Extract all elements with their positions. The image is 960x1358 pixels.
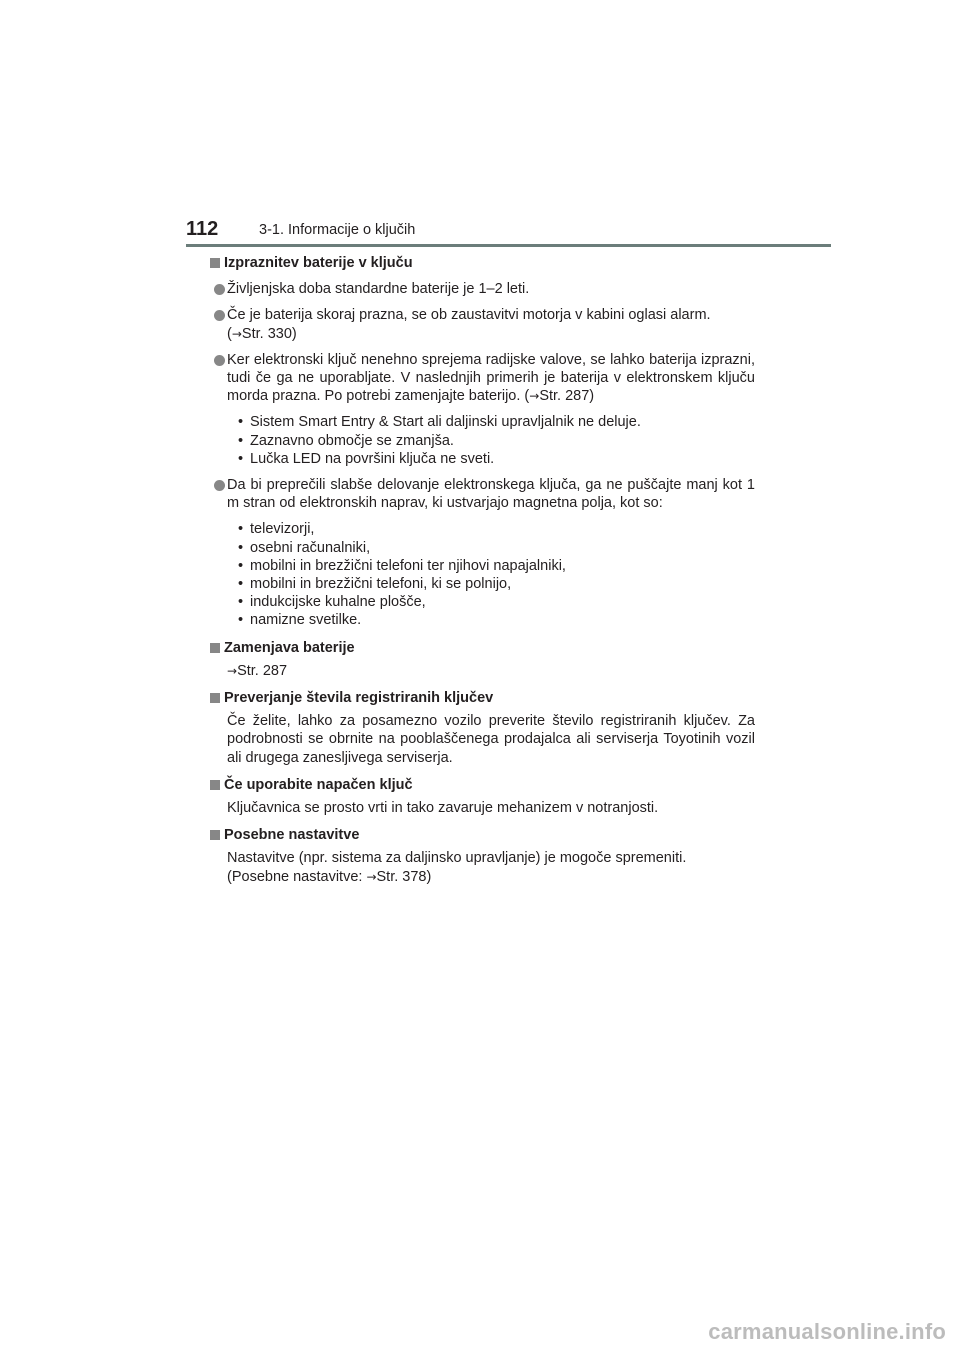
arrow-right-icon: → <box>231 326 242 341</box>
circle-bullet-icon <box>214 480 225 491</box>
page-header <box>186 214 831 254</box>
heading-text: Preverjanje števila registriranih ključev <box>224 690 494 707</box>
item-text: Da bi preprečili slabše delovanje elektronskega ključa, ga ne puščajte manj kot 1 m stran od elektronskih naprav, ki ustvarjajo magnetna polja, kot so: <box>227 477 755 512</box>
sub-list-item: • namizne svetilke. <box>238 611 755 629</box>
page-reference: Str. 287 <box>237 662 288 679</box>
heading-text: Zamenjava baterije <box>224 639 355 656</box>
page-reference: Str. 378) <box>376 868 432 885</box>
list-item <box>210 476 755 512</box>
section-heading-registered-keys <box>210 689 755 707</box>
watermark-logo: carmanualsonline.info <box>708 1319 946 1344</box>
arrow-right-icon: → <box>227 663 238 678</box>
item-text: Ker elektronski ključ nenehno sprejema radijske valove, se lahko baterija izprazni, tudi če ga ne uporabljate. V naslednjih primerih je baterija v elektronskem ključu morda prazna. Po potrebi zamenjajte baterijo. ( <box>227 351 755 405</box>
section-heading-wrong-key <box>210 776 755 794</box>
settings-line-2: (Posebne nastavitve: <box>227 868 367 885</box>
chapter-title: 3-1. Informacije o ključih <box>259 222 416 238</box>
heading-text: Posebne nastavitve <box>224 827 360 844</box>
page-reference: Str. 287) <box>539 388 595 405</box>
page-reference: Str. 330) <box>241 325 297 342</box>
section-heading-custom-settings <box>210 826 755 844</box>
header-divider <box>186 244 831 247</box>
sub-list-item: • indukcijske kuhalne plošče, <box>238 593 755 611</box>
sub-list-item: • Zaznavno območje se zmanjša. <box>238 432 755 450</box>
wrong-key-text: Ključavnica se prosto vrti in tako zavaruje mehanizem v notranjosti. <box>227 800 659 817</box>
section-heading-replacement <box>210 639 755 657</box>
square-bullet-icon <box>210 780 220 790</box>
list-item <box>210 306 755 342</box>
sub-list-item: • Lučka LED na površini ključa ne sveti. <box>238 450 755 468</box>
square-bullet-icon <box>210 830 220 840</box>
custom-settings-text <box>210 849 755 885</box>
sub-list-devices <box>210 520 755 629</box>
circle-bullet-icon <box>214 310 225 321</box>
arrow-right-icon: → <box>529 389 540 404</box>
sub-list-item: • Sistem Smart Entry & Start ali daljinski upravljalnik ne deluje. <box>238 413 755 431</box>
sub-list-symptoms <box>210 413 755 468</box>
item-text: Življenjska doba standardne baterije je 1–2 leti. <box>227 281 530 298</box>
arrow-right-icon: → <box>366 869 377 884</box>
registered-keys-text: Če želite, lahko za posamezno vozilo preverite število registriranih ključev. Za podrobnosti se obrnite na pooblaščenega prodajalca ali serviserja Toyotinih vozil ali drugega zanesljivega serviserja. <box>227 713 755 766</box>
square-bullet-icon <box>210 693 220 703</box>
heading-text: Če uporabite napačen ključ <box>224 776 413 793</box>
heading-text: Izpraznitev baterije v ključu <box>224 255 413 271</box>
sub-list-item: • mobilni in brezžični telefoni ter njihovi napajalniki, <box>238 557 755 575</box>
square-bullet-icon <box>210 643 220 653</box>
list-item <box>210 351 755 406</box>
section-heading-battery-drain <box>210 254 755 272</box>
page-number: 112 <box>186 218 219 240</box>
sub-list-item: • osebni računalniki, <box>238 539 755 557</box>
ref-paren: ( <box>227 325 232 342</box>
sub-list-item: • mobilni in brezžični telefoni, ki se polnijo, <box>238 575 755 593</box>
list-item <box>210 280 755 298</box>
sub-list-item: • televizorji, <box>238 520 755 538</box>
square-bullet-icon <box>210 258 220 268</box>
settings-line-1: Nastavitve (npr. sistema za daljinsko upravljanje) je mogoče spremeniti. <box>227 850 687 867</box>
replacement-reference <box>210 662 755 680</box>
circle-bullet-icon <box>214 284 225 295</box>
page-content <box>210 254 755 886</box>
circle-bullet-icon <box>214 355 225 366</box>
item-text: Če je baterija skoraj prazna, se ob zaustavitvi motorja v kabini oglasi alarm. <box>227 307 711 324</box>
